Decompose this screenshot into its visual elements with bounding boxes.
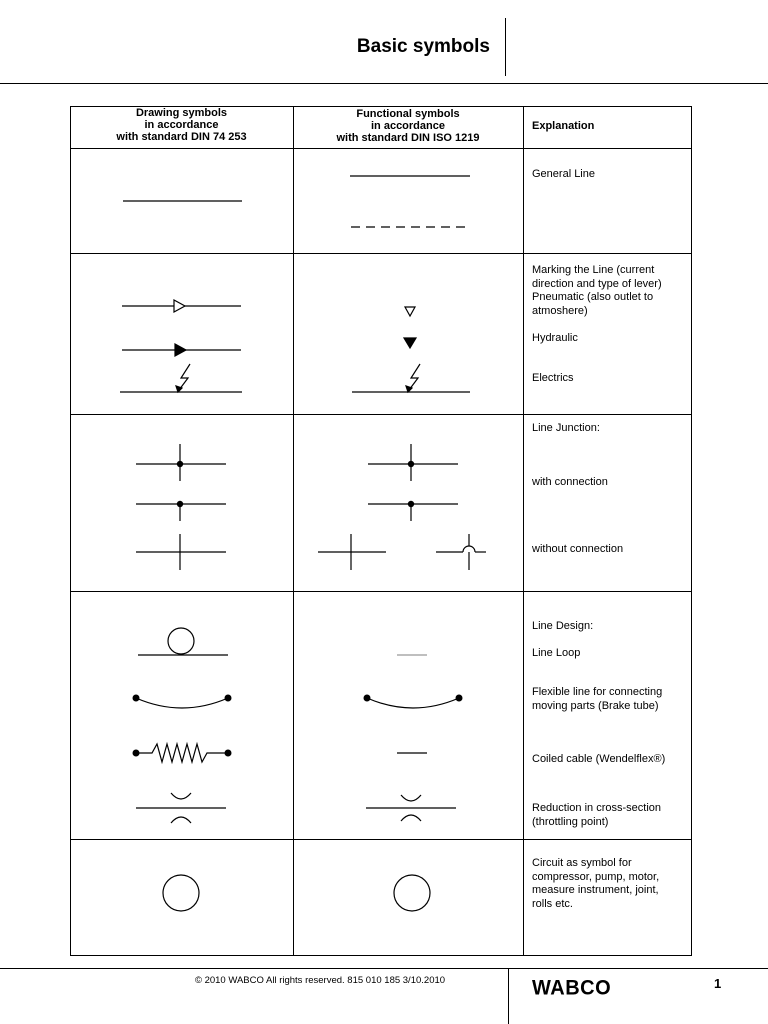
circuit-functional-circle-icon xyxy=(394,875,430,911)
column-header-line: with standard DIN 74 253 xyxy=(116,131,247,143)
explanation-general-line: General Line xyxy=(532,168,595,180)
header-divider xyxy=(505,18,506,76)
junction-f1-dot-icon xyxy=(408,461,414,467)
page-number: 1 xyxy=(714,976,722,991)
electrics-functional-bolt-icon xyxy=(409,364,420,390)
hydraulic-solid-arrow-icon xyxy=(175,344,186,356)
throttle-functional-lower-arc-icon xyxy=(401,815,421,821)
circuit-circle-icon xyxy=(163,875,199,911)
explanation-coiled-cable: Coiled cable (Wendelflex®) xyxy=(532,753,666,765)
pneumatic-hollow-arrow-icon xyxy=(174,300,185,312)
explanation-line-junction: Line Junction: xyxy=(532,422,600,434)
explanation-electrics: Electrics xyxy=(532,372,574,384)
flexible-line-end-right-icon xyxy=(225,695,232,702)
junction-1-dot-icon xyxy=(177,461,183,467)
wabco-logo: WABCO xyxy=(532,976,612,1000)
electrics-bolt-icon xyxy=(179,364,190,390)
flexible-line-end-left-icon xyxy=(133,695,140,702)
coiled-cable-zigzag-icon xyxy=(136,744,228,762)
throttle-functional-upper-arc-icon xyxy=(401,795,421,801)
column-header-line: Functional symbols xyxy=(356,108,460,120)
bridge-arc-icon xyxy=(463,546,475,552)
explanation-marking-line: Marking the Line (current direction and type of lever) Pneumatic (also outlet to atmoshere) xyxy=(532,264,662,317)
explanation-line-design: Line Design: xyxy=(532,620,594,632)
hydraulic-functional-solid-triangle-icon xyxy=(404,338,416,348)
explanation-with-connection: with connection xyxy=(532,476,608,488)
header-rule xyxy=(0,83,768,84)
line-loop-circle-icon xyxy=(168,628,194,654)
explanation-flexible-line: Flexible line for connecting moving parts (Brake tube) xyxy=(532,686,663,712)
explanation-without-connection: without connection xyxy=(532,543,624,555)
flexible-line-functional-end-left-icon xyxy=(364,695,371,702)
flexible-line-functional-end-right-icon xyxy=(456,695,463,702)
junction-2-dot-icon xyxy=(177,501,183,507)
coiled-cable-end-left-icon xyxy=(133,750,140,757)
symbols-table xyxy=(70,106,692,956)
copyright-text: © 2010 WABCO All rights reserved. 815 010 185 3/10.2010 xyxy=(194,975,446,986)
pneumatic-functional-hollow-triangle-icon xyxy=(405,307,415,316)
column-header-line: with standard DIN ISO 1219 xyxy=(336,132,480,144)
throttle-upper-arc-icon xyxy=(171,793,191,799)
flexible-line-functional-curve xyxy=(367,698,459,708)
flexible-line-curve xyxy=(136,698,228,708)
explanation-reduction: Reduction in cross-section (throttling point) xyxy=(532,802,662,828)
footer-divider xyxy=(508,968,509,1024)
footer-rule xyxy=(0,968,768,969)
explanation-hydraulic: Hydraulic xyxy=(532,332,578,344)
symbols-drawing xyxy=(70,106,692,956)
column-header-explanation: Explanation xyxy=(532,120,595,132)
throttle-lower-arc-icon xyxy=(171,817,191,823)
explanation-line-loop: Line Loop xyxy=(532,647,581,659)
coiled-cable-end-right-icon xyxy=(225,750,232,757)
explanation-circuit: Circuit as symbol for compressor, pump, motor, measure instrument, joint, rolls etc. xyxy=(532,857,660,910)
column-header-line: Drawing symbols xyxy=(135,107,228,119)
junction-f2-dot-icon xyxy=(408,501,414,507)
page-title: Basic symbols xyxy=(356,36,490,57)
column-header-line: in accordance xyxy=(371,120,445,132)
column-header-line: in accordance xyxy=(144,119,219,131)
